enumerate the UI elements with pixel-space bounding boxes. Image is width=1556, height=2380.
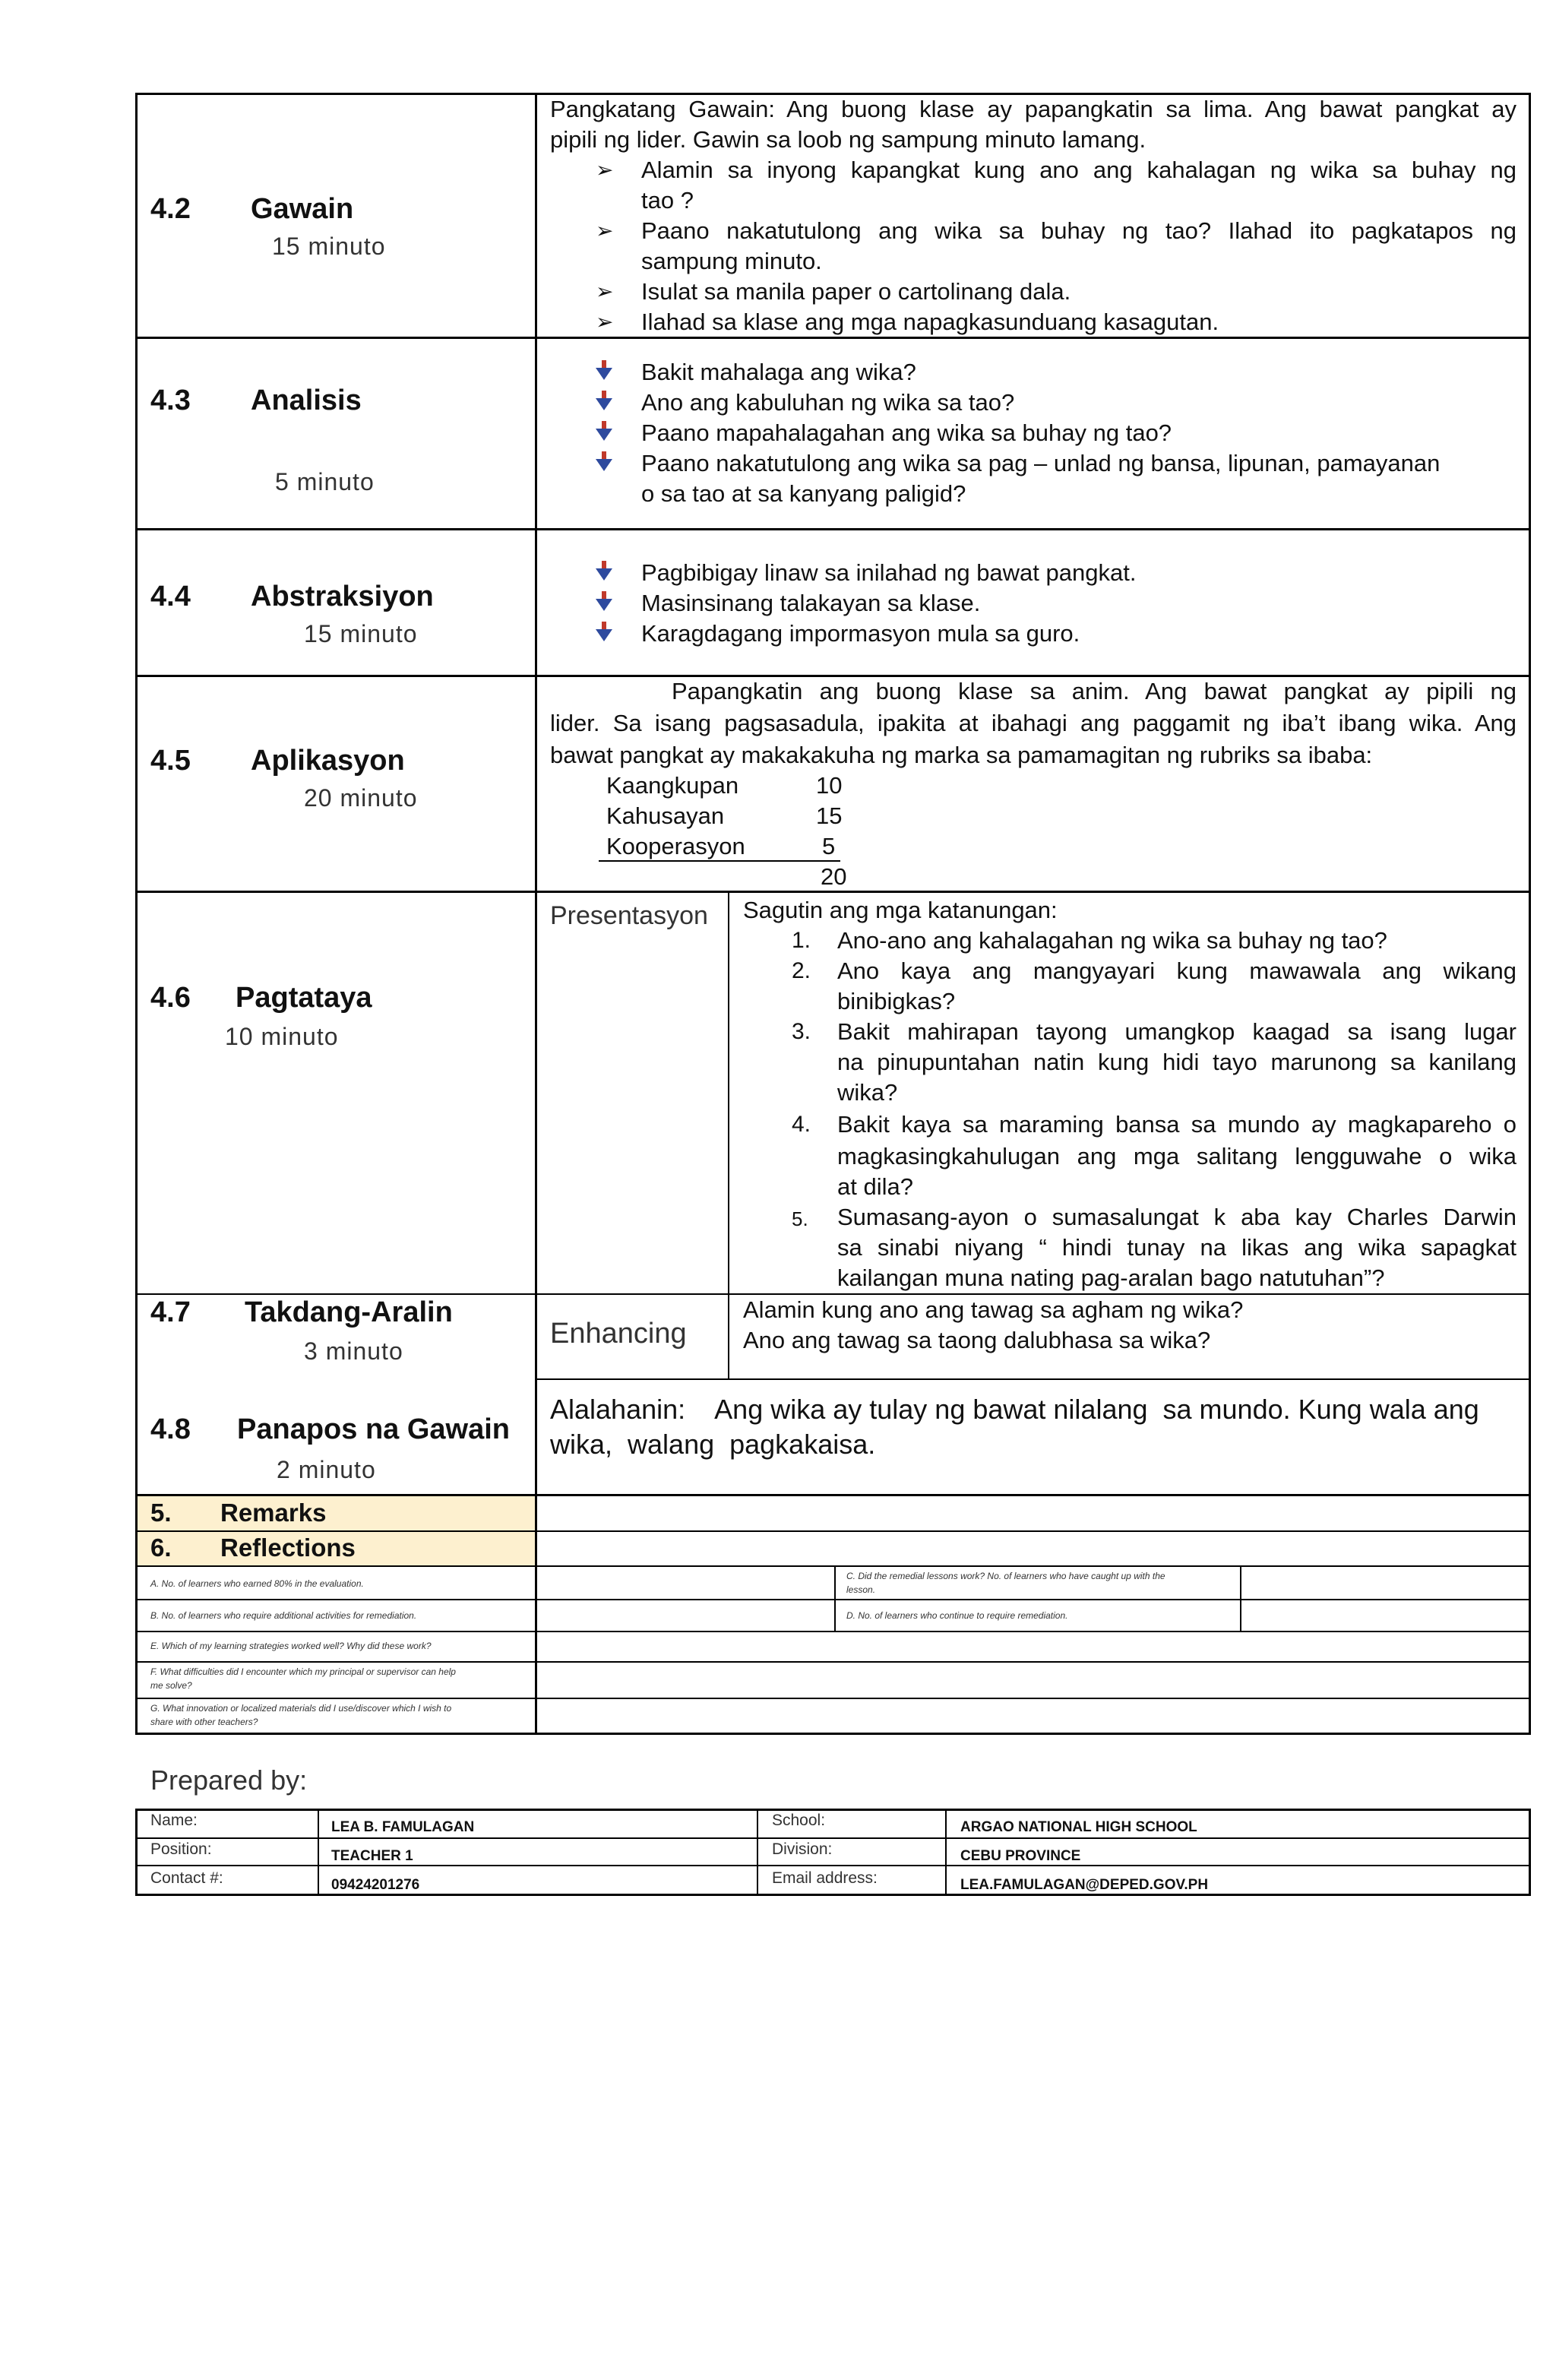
gawain-intro-line-1: Pangkatang Gawain: Ang buong klase ay papangkatin sa lima. Ang bawat pangkat ay [550, 96, 1516, 122]
panapos-label: 4.8 Panapos na Gawain [150, 1413, 510, 1445]
rubric-criterion-2: Kahusayan [606, 802, 725, 829]
question-1-line-1: Ano-ano ang kahalagahan ng wika sa buhay ng tao? [837, 927, 1387, 954]
question-5-line-2: sa sinabi niyang “ hindi tunay na likas ang wika sapagkat [837, 1234, 1516, 1261]
reflection-d: D. No. of learners who continue to require remediation. [846, 1610, 1068, 1621]
bullet-arrow-icon [596, 451, 612, 471]
panapos-line-1: Alalahanin: Ang wika ay tulay ng bawat nilalang sa mundo. Kung wala ang [550, 1394, 1479, 1425]
aplikasyon-duration: 20 minuto [304, 784, 418, 812]
gawain-item-3: Isulat sa manila paper o cartolinang dala. [641, 278, 1071, 305]
email-label: Email address: [772, 1869, 878, 1887]
reflections-number: 6. [150, 1533, 172, 1562]
question-2-line-1: Ano kaya ang mangyayari kung mawawala ang wikang [837, 957, 1516, 984]
analisis-item-2: Ano ang kabuluhan ng wika sa tao? [641, 389, 1015, 416]
abstraksiyon-item-1: Pagbibigay linaw sa inilahad ng bawat pangkat. [641, 559, 1137, 586]
analisis-duration: 5 minuto [275, 468, 375, 495]
bullet-arrow-icon [596, 421, 612, 441]
reflection-g-line-1: G. What innovation or localized materials did I use/discover which I wish to [150, 1703, 452, 1714]
question-number-1: 1. [792, 928, 811, 953]
gawain-item-2-line-1: Paano nakatutulong ang wika sa buhay ng tao? Ilahad ito pagkatapos ng [641, 217, 1516, 244]
footer-divider-3 [945, 1809, 947, 1896]
bullet-arrow-icon [596, 591, 612, 611]
rubric-criterion-1: Kaangkupan [606, 772, 739, 799]
analisis-item-1: Bakit mahalaga ang wika? [641, 359, 916, 385]
gawain-label: 4.2 Gawain [150, 193, 354, 225]
gawain-item-1-line-1: Alamin sa inyong kapangkat kung ano ang kahalagan ng wika sa buhay ng [641, 157, 1516, 183]
row-divider-4-7 [536, 1378, 1531, 1380]
reflection-a: A. No. of learners who earned 80% in the evaluation. [150, 1578, 364, 1589]
aplikasyon-line-2: lider. Sa isang pagsasadula, ipakita at ibahagi ang paggamit ng iba’t ibang wika. Ang [550, 710, 1516, 736]
takdang-aralin-line-2: Ano ang tawag sa taong dalubhasa sa wika? [743, 1327, 1211, 1353]
takdang-aralin-label: 4.7 Takdang-Aralin [150, 1296, 453, 1328]
aplikasyon-line-3: bawat pangkat ay makakakuha ng marka sa pamamagitan ng rubriks sa ibaba: [550, 742, 1373, 768]
presentasyon-label: Presentasyon [550, 901, 708, 930]
reflection-f-line-1: F. What difficulties did I encounter which my principal or supervisor can help [150, 1666, 456, 1677]
analisis-item-4-line-2: o sa tao at sa kanyang paligid? [641, 480, 966, 507]
aplikasyon-label: 4.5 Aplikasyon [150, 745, 405, 777]
contact-value: 09424201276 [331, 1877, 420, 1893]
gawain-item-2-line-2: sampung minuto. [641, 248, 822, 274]
pagtataya-label: 4.6 Pagtataya [150, 982, 372, 1014]
bullet-arrow-icon [596, 391, 612, 410]
gawain-intro-line-2: pipili ng lider. Gawin sa loob ng sampung minuto lamang. [550, 126, 1146, 153]
rubric-total-underline [599, 860, 840, 862]
takdang-aralin-line-1: Alamin kung ano ang tawag sa agham ng wika? [743, 1296, 1244, 1323]
row-divider-cd [135, 1631, 1531, 1632]
position-value: TEACHER 1 [331, 1848, 413, 1864]
footer-row-divider-2 [135, 1865, 1531, 1866]
question-5-line-3: kailangan muna nating pag-aralan bago natutuhan”? [837, 1264, 1385, 1291]
remarks-number: 5. [150, 1499, 172, 1527]
arrow-bullet-icon: ➢ [596, 219, 614, 242]
abstraksiyon-item-2: Masinsinang talakayan sa klase. [641, 590, 981, 616]
bullet-arrow-icon [596, 622, 612, 641]
prepared-by-label: Prepared by: [150, 1764, 308, 1796]
takdang-aralin-duration: 3 minuto [304, 1337, 403, 1365]
reflection-b: B. No. of learners who require additional activities for remediation. [150, 1610, 417, 1621]
position-label: Position: [150, 1840, 212, 1858]
row-divider-e [135, 1661, 1531, 1663]
name-label: Name: [150, 1812, 198, 1829]
panapos-duration: 2 minuto [277, 1456, 376, 1483]
question-number-3: 3. [792, 1019, 811, 1044]
question-5-line-1: Sumasang-ayon o sumasalungat k aba kay Charles Darwin [837, 1204, 1516, 1230]
remarks-highlight [138, 1496, 535, 1530]
row-divider-4-3 [135, 528, 1531, 530]
email-value: LEA.FAMULAGAN@DEPED.GOV.PH [960, 1877, 1209, 1893]
footer-divider-2 [757, 1809, 758, 1896]
reflection-c-line-1: C. Did the remedial lessons work? No. of learners who have caught up with the [846, 1571, 1165, 1581]
question-3-line-1: Bakit mahirapan tayong umangkop kaagad sa isang lugar [837, 1018, 1516, 1045]
row-divider-ab [135, 1599, 1531, 1600]
contact-label: Contact #: [150, 1869, 223, 1887]
analisis-item-4-line-1: Paano nakatutulong ang wika sa pag – unlad ng bansa, lipunan, pamayanan [641, 450, 1441, 476]
question-2-line-2: binibigkas? [837, 988, 956, 1014]
gawain-item-4: Ilahad sa klase ang mga napagkasunduang kasagutan. [641, 309, 1219, 335]
reflections-divider-1 [834, 1565, 836, 1631]
pagtataya-duration: 10 minuto [225, 1023, 339, 1050]
question-number-4: 4. [792, 1112, 811, 1137]
gawain-item-1-line-2: tao ? [641, 187, 694, 214]
footer-row-divider-1 [135, 1837, 1531, 1839]
rubric-total: 20 [821, 863, 847, 890]
footer-border-bottom [135, 1894, 1531, 1896]
question-4-line-2: magkasingkahulugan ang mga salitang lengguwahe o wika [837, 1143, 1516, 1169]
reflection-e: E. Which of my learning strategies worked well? Why did these work? [150, 1641, 432, 1651]
abstraksiyon-item-3: Karagdagang impormasyon mula sa guro. [641, 620, 1080, 647]
footer-divider-1 [318, 1809, 319, 1896]
question-3-line-3: wika? [837, 1079, 898, 1106]
gawain-duration: 15 minuto [272, 233, 386, 260]
arrow-bullet-icon: ➢ [596, 158, 614, 182]
arrow-bullet-icon: ➢ [596, 280, 614, 303]
reflection-f-line-2: me solve? [150, 1680, 192, 1691]
question-4-line-1: Bakit kaya sa maraming bansa sa mundo ay magkapareho o [837, 1111, 1516, 1138]
row-divider-reflections [135, 1565, 1531, 1567]
division-value: CEBU PROVINCE [960, 1848, 1081, 1864]
division-label: Division: [772, 1840, 833, 1858]
remarks-label: Remarks [220, 1499, 327, 1527]
question-3-line-2: na pinupuntahan natin kung hidi tayo marunong sa kanilang [837, 1049, 1516, 1075]
abstraksiyon-label: 4.4 Abstraksiyon [150, 581, 434, 612]
analisis-label: 4.3 Analisis [150, 385, 362, 416]
aplikasyon-line-1: Papangkatin ang buong klase sa anim. Ang bawat pangkat ay pipili ng [672, 678, 1516, 704]
question-number-5: 5. [792, 1207, 808, 1230]
bullet-arrow-icon [596, 360, 612, 380]
name-value: LEA B. FAMULAGAN [331, 1819, 475, 1835]
footer-border-left [135, 1809, 138, 1896]
reflection-c-line-2: lesson. [846, 1584, 876, 1595]
reflections-divider-2 [1240, 1565, 1241, 1631]
footer-border-top [135, 1809, 1531, 1811]
rubric-points-3: 5 [822, 833, 836, 859]
school-label: School: [772, 1812, 826, 1829]
reflections-label: Reflections [220, 1533, 356, 1562]
pagtataya-inner-divider [728, 892, 729, 1380]
enhancing-label: Enhancing [550, 1318, 687, 1350]
reflection-g-line-2: share with other teachers? [150, 1717, 258, 1727]
arrow-bullet-icon: ➢ [596, 310, 614, 334]
school-value: ARGAO NATIONAL HIGH SCHOOL [960, 1819, 1197, 1835]
panapos-line-2: wika, walang pagkakaisa. [550, 1429, 876, 1460]
rubric-criterion-3: Kooperasyon [606, 833, 745, 859]
rubric-points-2: 15 [816, 802, 843, 829]
table-border-bottom [135, 1733, 1531, 1735]
question-4-line-3: at dila? [837, 1173, 913, 1200]
rubric-points-1: 10 [816, 772, 843, 799]
question-number-2: 2. [792, 958, 811, 983]
abstraksiyon-duration: 15 minuto [304, 620, 418, 647]
pagtataya-heading: Sagutin ang mga katanungan: [743, 897, 1058, 923]
footer-border-right [1529, 1809, 1531, 1896]
row-divider-f [135, 1698, 1531, 1699]
bullet-arrow-icon [596, 561, 612, 581]
analisis-item-3: Paano mapahalagahan ang wika sa buhay ng tao? [641, 419, 1172, 446]
